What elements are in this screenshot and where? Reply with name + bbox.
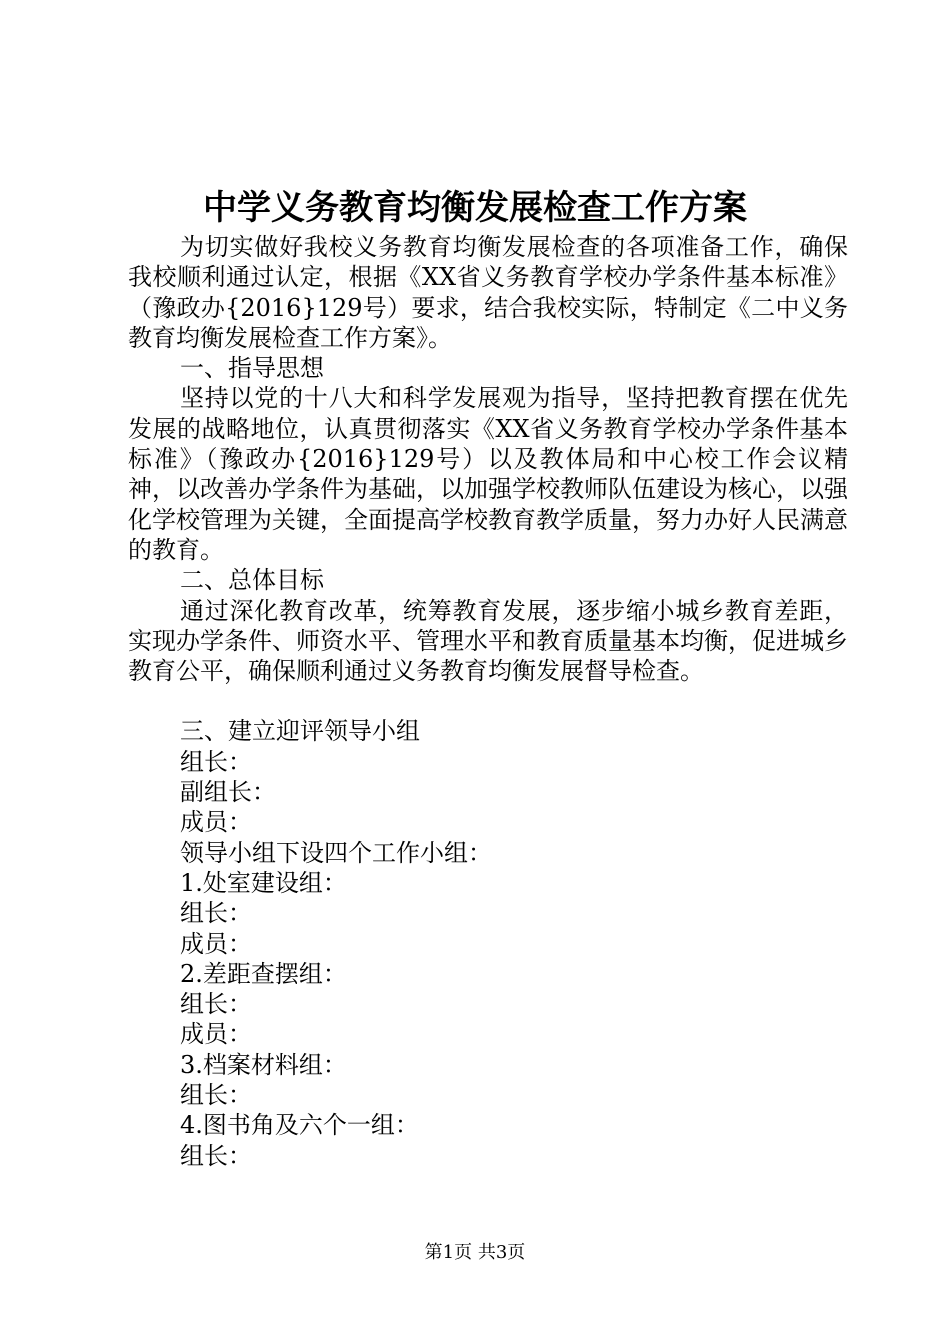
deputy-leader-line: 副组长： (180, 778, 276, 807)
overall-goal-paragraph: 通过深化教育改革，统筹教育发展，逐步缩小城乡教育差距，实现办学条件、师资水平、管理水平和教育质量基本均衡，促进城乡教育公平，确保顺利通过义务教育均衡发展督导检查。 (128, 596, 848, 686)
group3-leader: 组长： (180, 1081, 252, 1110)
blank-line (128, 686, 848, 716)
group4-name: 4.图书角及六个一组： (180, 1111, 419, 1140)
group2-name: 2.差距查摆组： (180, 959, 347, 988)
group2-members: 成员： (180, 1020, 252, 1049)
intro-paragraph: 为切实做好我校义务教育均衡发展检查的各项准备工作，确保我校顺利通过认定，根据《XX省义务教育学校办学条件基本标准》（豫政办{2016}129号）要求，结合我校实际，特制定《二中义务教育均衡发展检查工作方案》。 (128, 233, 848, 352)
leader-line: 组长： (180, 747, 252, 776)
group1-members: 成员： (180, 929, 252, 958)
group3-name: 3.档案材料组： (180, 1050, 347, 1079)
group1-leader: 组长： (180, 899, 252, 928)
members-line: 成员： (180, 808, 252, 837)
document-title: 中学义务教育均衡发展检查工作方案 (203, 188, 747, 228)
group4-leader: 组长： (180, 1141, 252, 1170)
subgroups-intro-line: 领导小组下设四个工作小组： (180, 838, 492, 867)
group1-name: 1.处室建设组： (180, 868, 347, 897)
group2-leader: 组长： (180, 990, 252, 1019)
page-footer: 第1页 共3页 (424, 1242, 526, 1263)
section-heading-guiding-thought: 一、指导思想 (180, 354, 324, 383)
section-heading-overall-goal: 二、总体目标 (180, 566, 324, 595)
guiding-thought-paragraph: 坚持以党的十八大和科学发展观为指导，坚持把教育摆在优先发展的战略地位，认真贯彻落实《XX省义务教育学校办学条件基本标准》（豫政办{2016}129号）以及教体局和中心校工作会议精神，以改善办学条件为基础，以加强学校教师队伍建设为核心，以强化学校管理为关键，全面提高学校教育教学质量，努力办好人民满意的教育。 (128, 384, 848, 564)
document-body (128, 232, 848, 1171)
section-heading-leadership-group: 三、建立迎评领导小组 (180, 717, 420, 746)
